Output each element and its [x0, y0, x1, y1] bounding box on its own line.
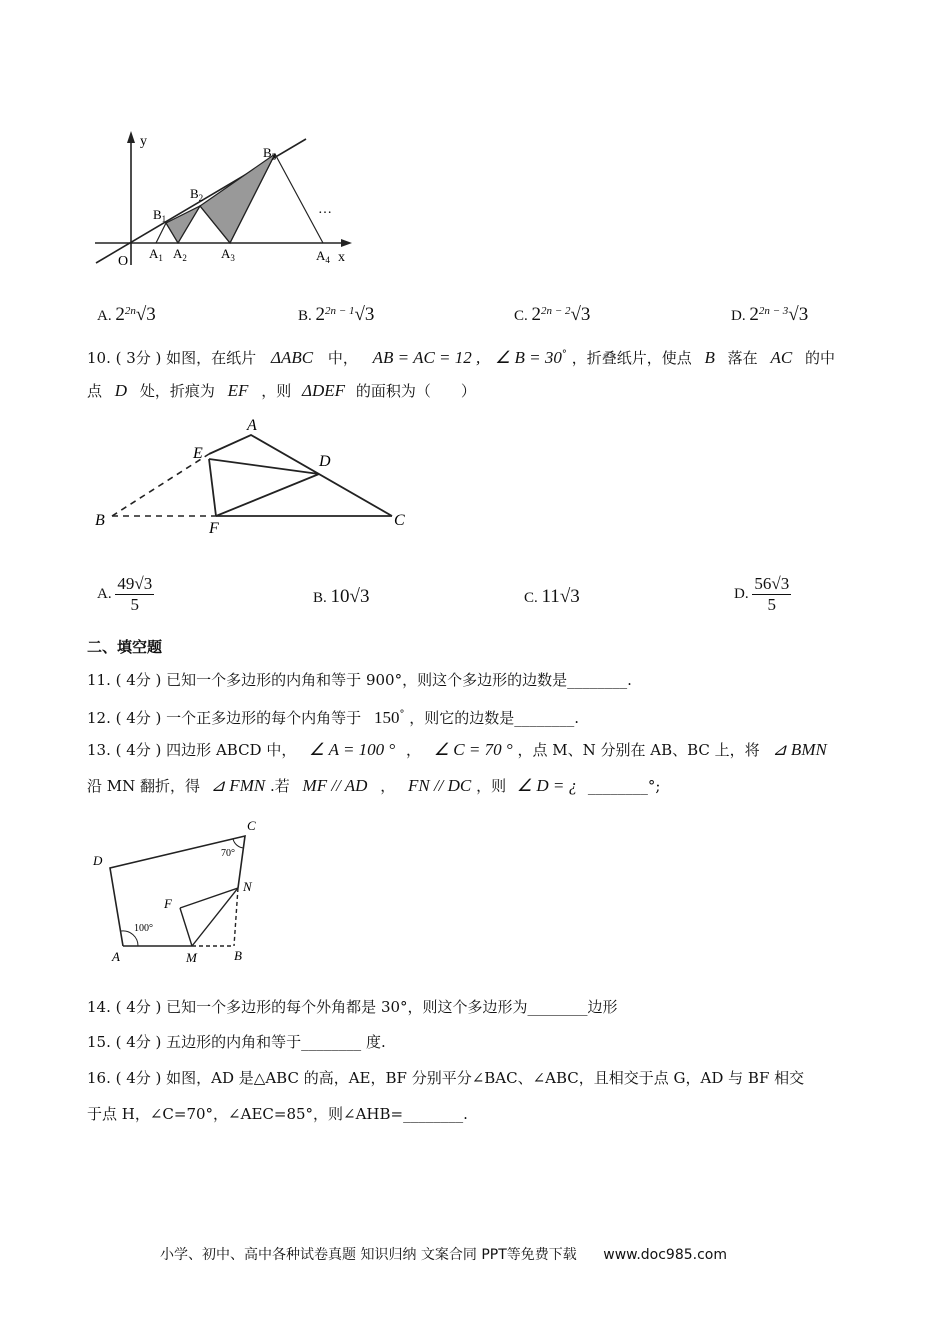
side-ea-ac	[209, 435, 392, 516]
radical-icon: √	[349, 586, 360, 607]
label-f: F	[209, 520, 219, 537]
label-n: N	[243, 879, 252, 894]
label-a: A	[112, 949, 120, 964]
q9-option-c[interactable]: C. $2^{2n - 2}√3$	[514, 304, 591, 325]
q10-option-a[interactable]: A. $\frac{49√3}{5}$	[97, 574, 153, 614]
label-m: M	[186, 950, 197, 965]
segment-mn	[192, 888, 238, 946]
fraction: $\frac{49√3}{5}$	[117, 574, 153, 614]
dashed-nb	[234, 888, 238, 946]
q16-line-1: 16. ( 4分 ) 如图，AD 是△ABC 的高，AE，BF 分别平分∠BAC、∠ABC，且相交于点 G，AD 与 BF 相交	[87, 1069, 805, 1087]
q14: 14. ( 4分 ) 已知一个多边形的每个外角都是 30°，则这个多边形为________边形	[87, 998, 618, 1016]
angle-label-70: 70°	[221, 848, 235, 859]
label-b2: $B_2$	[190, 186, 204, 203]
label-d: D	[93, 853, 103, 868]
q13-line-1: 13. ( 4分 ) 四边形 ABCD 中， ∠ A = 100 ° ， ∠ C = 70 ° ，点 M、N 分别在 AB、BC 上，将 ⊿ BMN	[87, 740, 827, 759]
q10-line-2: 点 D 处，折痕为 EF ，则 ΔDEF 的面积为（ ）	[87, 381, 476, 400]
label-b3: $B_3$	[263, 145, 277, 162]
label-b: B	[234, 948, 242, 963]
radical-icon: √	[771, 574, 781, 593]
label-b1: $B_1$	[153, 207, 167, 224]
dashed-be	[112, 454, 209, 516]
q13-figure	[88, 812, 278, 972]
q13-line-2: 沿 MN 翻折，得 ⊿ FMN .若 MF // AD ， FN // DC ，则 ∠ D = ¿ ________°;	[87, 776, 661, 795]
segment-fm	[180, 908, 192, 946]
y-axis-arrow	[127, 131, 135, 143]
radical-icon: √	[559, 586, 571, 607]
section-title: 二、填空题	[87, 638, 163, 656]
label-e: E	[193, 445, 203, 462]
q16-line-2: 于点 H，∠C=70°，∠AEC=85°，则∠AHB=________.	[87, 1105, 468, 1123]
q9-option-a[interactable]: A. $2^{2n}√3$	[97, 304, 156, 325]
label-a3: $A_3$	[221, 246, 235, 263]
crease-ef	[209, 459, 216, 516]
q9-option-d[interactable]: D. $2^{2n - 3}√3$	[731, 304, 809, 325]
segment-ed	[209, 459, 319, 474]
label-dots: …	[318, 202, 332, 217]
label-b: B	[95, 512, 105, 529]
q10-line-1: 10. ( 3分 ) 如图，在纸片 ΔABC 中， AB = AC = 12 , ∠ B = 30° ，折叠纸片，使点 B 落在 AC 的中	[87, 348, 835, 367]
q12: 12. ( 4分 ) 一个正多边形的每个内角等于 150° ，则它的边数是________.	[87, 708, 580, 727]
label-a: A	[247, 417, 257, 434]
q15: 15. ( 4分 ) 五边形的内角和等于________ 度.	[87, 1033, 386, 1051]
footer-text: 小学、初中、高中各种试卷真题 知识归纳 文案合同 PPT等免费下载	[160, 1247, 577, 1263]
label-d: D	[319, 453, 331, 470]
label-f: F	[164, 896, 172, 911]
label-c: C	[247, 818, 256, 833]
radical-icon: √	[354, 304, 365, 325]
q9-figure	[90, 125, 360, 275]
q10-option-c[interactable]: C. 11√3	[524, 586, 580, 607]
radical-icon: √	[788, 304, 799, 325]
shaded-triangle-2	[200, 154, 275, 243]
footer	[160, 1244, 727, 1264]
x-axis-arrow	[341, 239, 352, 247]
q10-option-b[interactable]: B. 10√3	[313, 586, 370, 607]
label-x: x	[338, 250, 345, 265]
label-a1: $A_1$	[149, 246, 163, 263]
label-a2: $A_2$	[173, 246, 187, 263]
label-a4: $A_4$	[316, 248, 330, 265]
angle-label-100: 100°	[134, 923, 153, 934]
radical-icon: √	[134, 574, 144, 593]
label-o: O	[118, 254, 129, 269]
radical-icon: √	[135, 304, 147, 325]
angle-arc-c	[233, 839, 244, 848]
q10-figure	[90, 410, 420, 540]
label-c: C	[394, 512, 405, 529]
segment-df	[216, 474, 319, 516]
q9-option-b[interactable]: B. $2^{2n - 1}√3$	[298, 304, 375, 325]
q11: 11. ( 4分 ) 已知一个多边形的内角和等于 900°，则这个多边形的边数是________.	[87, 671, 632, 689]
fraction: $\frac{56√3}{5}$	[754, 574, 790, 614]
label-y: y	[140, 134, 147, 149]
q10-option-d[interactable]: D. $\frac{56√3}{5}$	[734, 574, 790, 614]
footer-site-link[interactable]: www.doc985.com	[603, 1247, 727, 1263]
radical-icon: √	[570, 304, 581, 325]
